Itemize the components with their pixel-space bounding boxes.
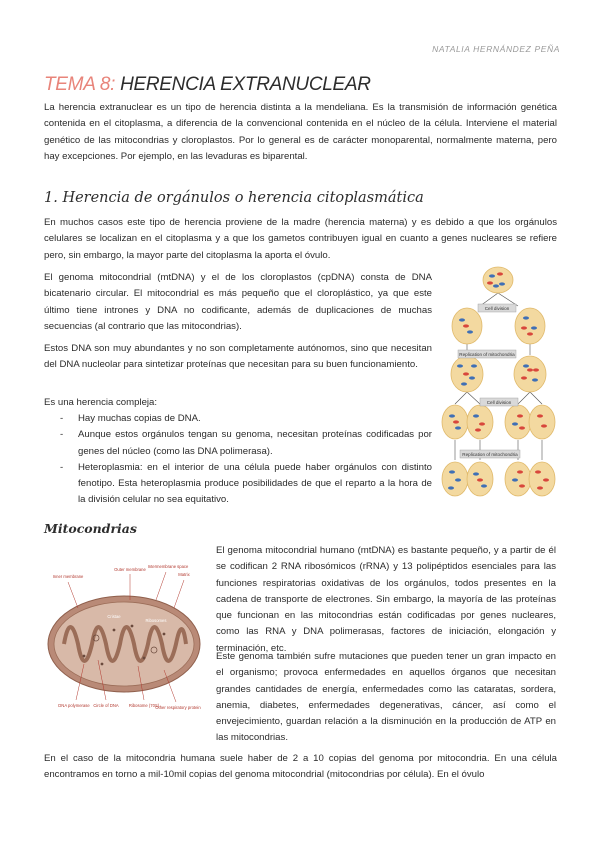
figure-label: Replication of mitochondria bbox=[462, 452, 518, 457]
figure-label: Circle of DNA bbox=[93, 703, 119, 708]
section1-heading: 1. Herencia de orgánulos o herencia citoplasmática bbox=[44, 190, 424, 206]
section1-paragraph-4: Es una herencia compleja: bbox=[44, 397, 158, 408]
section2-heading: Mitocondrias bbox=[44, 521, 137, 536]
page-title bbox=[44, 74, 371, 96]
mitochondrion-diagram bbox=[44, 560, 204, 724]
title-number: TEMA 8: bbox=[44, 74, 116, 95]
figure-label: Cell division bbox=[486, 400, 512, 405]
figure-label: Other respiratory protein bbox=[155, 705, 201, 710]
section1-paragraph-3: Estos DNA son muy abundantes y no son completamente autónomos, sino que necesitan del DNA nucleolar para sintetizar proteínas que necesitan para su buen funcionamiento. bbox=[44, 343, 432, 371]
figure-label: Matrix bbox=[178, 572, 190, 577]
list-item: - Aunque estos orgánulos tengan su genoma, necesitan proteínas codificadas por genes del núcleo (como las DNA polimerasa). bbox=[60, 427, 432, 460]
figure-label: Cristae bbox=[107, 614, 121, 619]
section2-paragraph-3: En el caso de la mitocondria humana suele haber de 2 a 10 copias del genoma por mitocondria. En una célula encontramos en torno a mil-10mil copias del genoma mitocondrial (mitocondrias por célula). En el óvulo bbox=[44, 753, 557, 781]
list-item: - Hay muchas copias de DNA. bbox=[60, 411, 432, 427]
figure-label: Ribosome (70S) bbox=[128, 703, 160, 708]
section1-paragraph-1: En muchos casos este tipo de herencia proviene de la madre (herencia materna) y es debido a que los orgánulos celulares se localizan en el citoplasma y a que los gametos contribuyen igual en cuanto a genes nucleares se refiere pero, sin embargo, la mayor parte del citoplasma la aporta el óvulo. bbox=[44, 217, 557, 261]
section2-paragraph-1: El genoma mitocondrial humano (mtDNA) es bastante pequeño, y a partir de él se codifican 2 RNA ribosómicos (rRNA) y 13 polipéptidos esenciales para las funciones respiratorias oxidativas de los orgánulos, todos presentes en la cadena de transporte de electrones. Sin embargo, la mayoría de las proteínas que funcionan en las mitocondrias están codificadas por genes nucleares, como las RNA y DNA polimerasas, factores de iniciación, elongación y terminación, etc. bbox=[216, 545, 556, 654]
author-name: NATALIA HERNÁNDEZ PEÑA bbox=[432, 44, 560, 54]
list-item: - Heteroplasmia: en el interior de una célula puede haber orgánulos con distinto fenotipo. Esta heteroplasmia produce posibilidades de que el reparto a la hora de la división celular no sea equitativo. bbox=[60, 460, 432, 509]
heteroplasmy-diagram bbox=[440, 266, 557, 510]
title-text: HERENCIA EXTRANUCLEAR bbox=[120, 74, 371, 95]
section2-paragraph-2: Este genoma también sufre mutaciones que pueden tener un gran impacto en el organismo; provoca enfermedades en aquellos órganos que necesitan grandes cantidades de energía, enfermedades como las cataratas, sordera, anemia, diabetes, enfermedades degenerativas, cáncer, así como el envejecimiento, guardan relación a la disminución en la producción de ATP en las mitocondrias. bbox=[216, 651, 556, 744]
intro-paragraph: La herencia extranuclear es un tipo de herencia distinta a la mendeliana. Es la transmisión de información genética contenida en el citoplasma, a diferencia de la convencional contenida en el núcleo de la célula. Interviene el material genético de las mitocondrias y cloroplastos. Por lo general es de carácter monoparental, normalmente materna, pero hay excepciones. Por ejemplo, en las levaduras es biparental. bbox=[44, 102, 557, 162]
bullet-list bbox=[60, 411, 432, 509]
figure-label: Replication of mitochondria bbox=[459, 352, 515, 357]
figure-label: Cell division bbox=[484, 306, 510, 311]
figure-label: Intermembrane space bbox=[147, 564, 189, 569]
section1-paragraph-2: El genoma mitocondrial (mtDNA) y el de los cloroplastos (cpDNA) consta de DNA bicatenario circular. El mitocondrial es más pequeño que el cloroplástico, ya que este último tiene intrones y DNA no codificante, además de duplicaciones de muchas secuencias (al contrario que las mitocondrias). bbox=[44, 272, 432, 332]
figure-label: DNA polymerase bbox=[58, 703, 90, 708]
figure-label: Outer membrane bbox=[114, 567, 146, 572]
figure-label: Inner membrane bbox=[52, 574, 84, 579]
figure-label: Ribosomes bbox=[145, 618, 167, 623]
